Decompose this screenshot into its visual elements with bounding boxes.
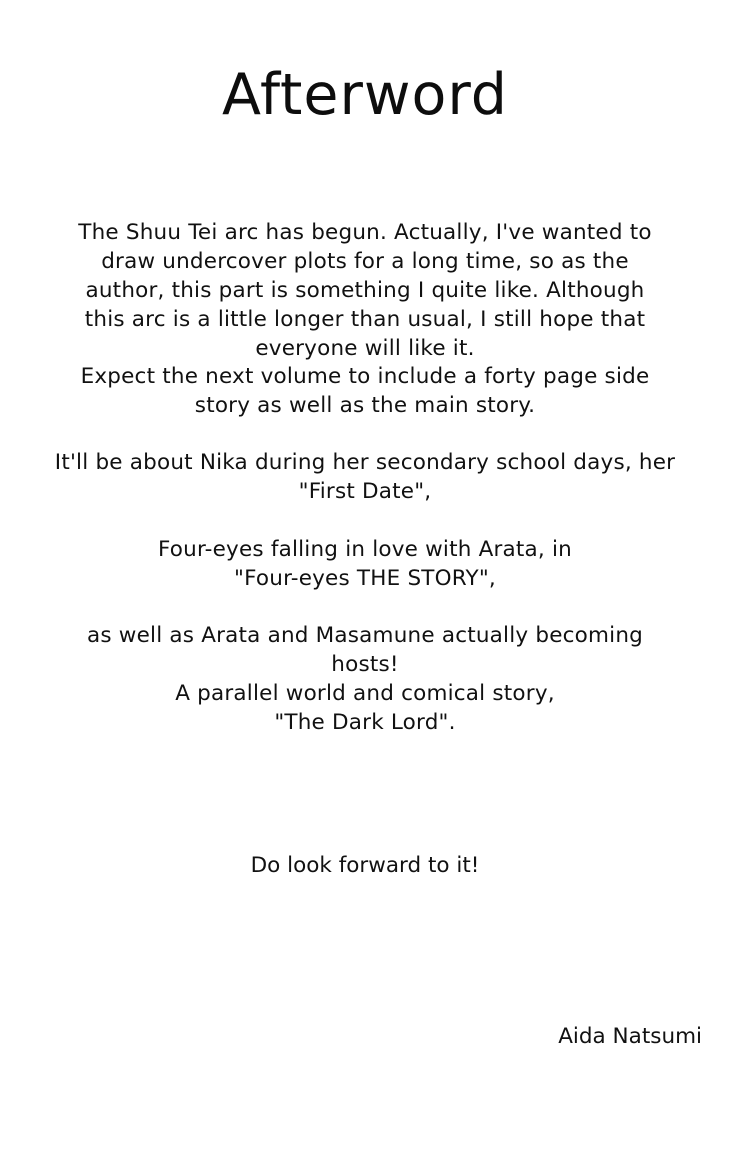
text-line: A parallel world and comical story, (175, 681, 555, 706)
paragraph-four-eyes (30, 535, 700, 593)
closing-line: Do look forward to it! (250, 853, 480, 878)
text-line: "The Dark Lord". (274, 710, 456, 735)
author-signature: Aida Natsumi (558, 1024, 702, 1049)
text-line: It'll be about Nika during her secondary school days, her (54, 450, 676, 475)
text-line: everyone will like it. (255, 336, 475, 361)
text-line: Expect the next volume to include a forty page side (80, 364, 650, 389)
paragraph-dark-lord (30, 621, 700, 737)
text-line: draw undercover plots for a long time, so as the (101, 249, 629, 274)
text-line: The Shuu Tei arc has begun. Actually, I've wanted to (78, 220, 652, 245)
text-line: author, this part is something I quite like. Although (85, 278, 645, 303)
paragraph-first-date (30, 448, 700, 506)
text-line: story as well as the main story. (194, 393, 536, 418)
text-line: as well as Arata and Masamune actually becoming (87, 623, 643, 648)
page-title: Afterword (222, 62, 508, 128)
paragraph-intro (30, 218, 700, 363)
text-line: "First Date", (298, 479, 432, 504)
text-line: Four-eyes falling in love with Arata, in (158, 537, 572, 562)
text-line: hosts! (331, 652, 399, 677)
text-line: "Four-eyes THE STORY", (234, 566, 496, 591)
paragraph-next-volume (30, 362, 700, 420)
text-line: this arc is a little longer than usual, I still hope that (84, 307, 646, 332)
